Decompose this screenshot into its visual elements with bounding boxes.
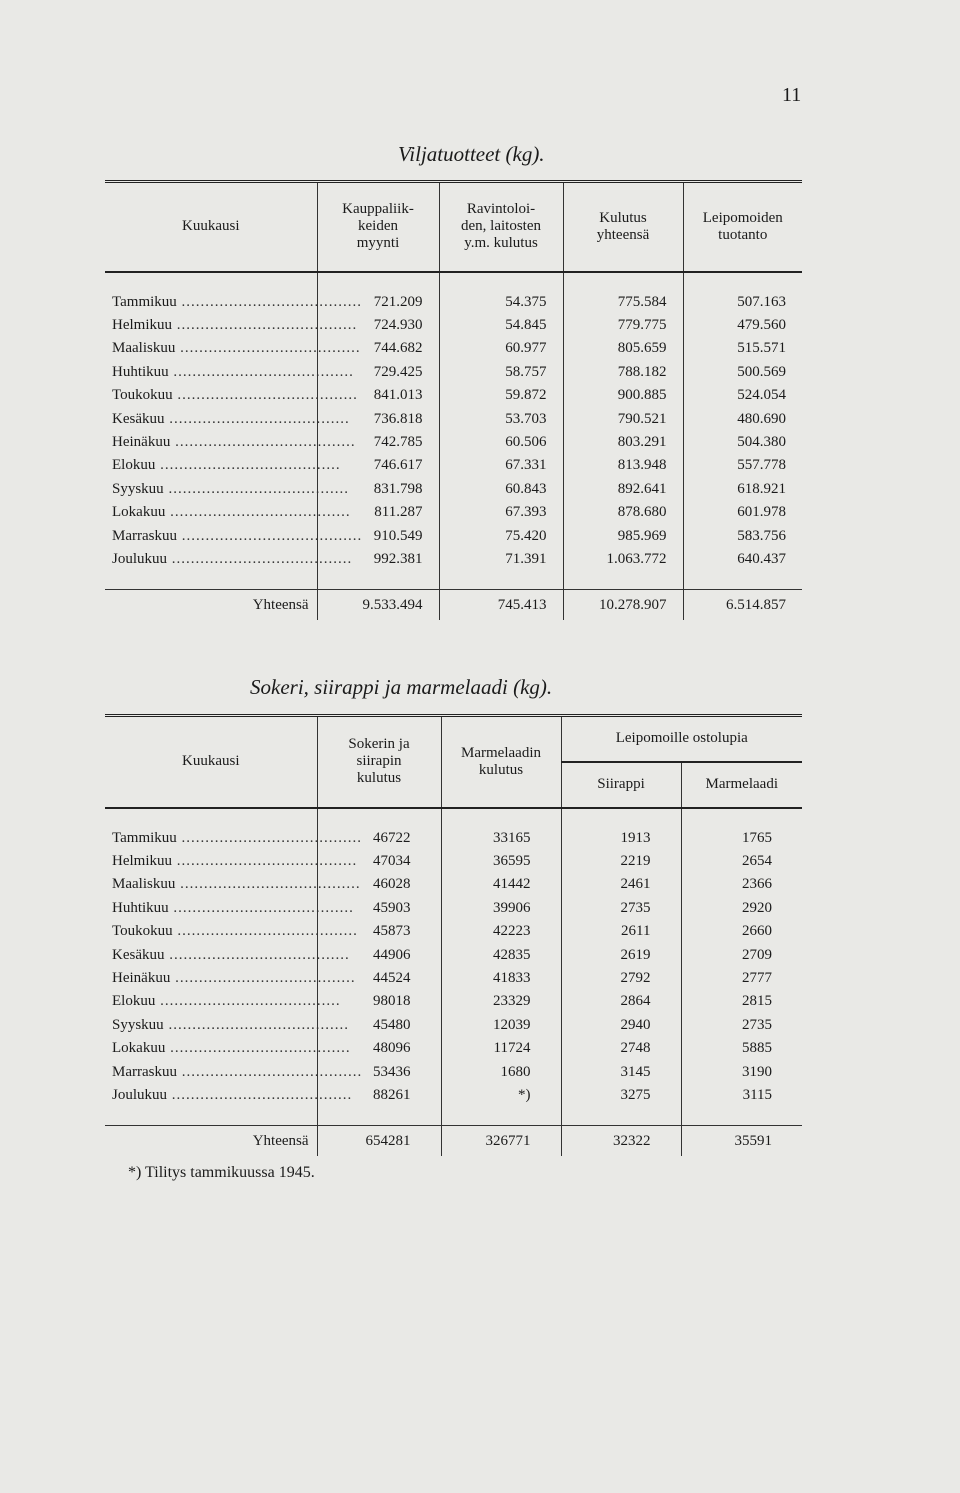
table-row (105, 407, 802, 430)
month-name: Heinäkuu (112, 970, 171, 987)
sugar-syrup-cell: 46722 (317, 827, 441, 850)
retail-sales-cell: 744.682 (317, 337, 439, 360)
marmalade-permit-cell: 3190 (681, 1060, 802, 1083)
restaurant-consumption-cell: 54.375 (439, 291, 563, 314)
syrup-permit-cell: 3145 (561, 1060, 681, 1083)
bakery-production-cell: 601.978 (683, 501, 802, 524)
retail-sales-cell: 841.013 (317, 384, 439, 407)
month-name: Elokuu (112, 993, 156, 1010)
table-row (105, 897, 802, 920)
table-row (105, 943, 802, 966)
syrup-permit-cell: 2792 (561, 967, 681, 990)
marmalade-consumption-cell: 11724 (441, 1037, 561, 1060)
table-row (105, 501, 802, 524)
sugar-syrup-cell: 48096 (317, 1037, 441, 1060)
total-retail-sales-cell: 9.533.494 (317, 590, 439, 621)
month-name: Heinäkuu (112, 434, 171, 451)
month-cell (105, 967, 356, 990)
total-consumption-cell: 790.521 (563, 407, 683, 430)
month-name: Helmikuu (112, 853, 172, 870)
retail-sales-cell: 721.209 (317, 291, 439, 314)
sugar-syrup-cell: 98018 (317, 990, 441, 1013)
month-cell (105, 454, 341, 477)
leader-dots: ...................................... (172, 923, 358, 940)
table-row (105, 548, 802, 571)
month-name: Elokuu (112, 457, 156, 474)
header-marmalade: Marmelaadi (681, 762, 802, 808)
retail-sales-cell: 729.425 (317, 361, 439, 384)
bakery-production-cell: 583.756 (683, 524, 802, 547)
marmalade-permit-cell: 5885 (681, 1037, 802, 1060)
leader-dots: ...................................... (165, 1040, 351, 1057)
month-cell (105, 478, 349, 501)
month-name: Syyskuu (112, 1016, 164, 1033)
retail-sales-cell: 811.287 (317, 501, 439, 524)
leader-dots: ...................................... (175, 340, 361, 357)
month-name: Tammikuu (112, 829, 177, 846)
marmalade-consumption-cell: 23329 (441, 990, 561, 1013)
leader-dots: ...................................... (170, 434, 356, 451)
table-row (105, 920, 802, 943)
bakery-production-cell: 500.569 (683, 361, 802, 384)
month-name: Syyskuu (112, 480, 164, 497)
leader-dots: ...................................... (155, 457, 341, 474)
bakery-production-cell: 557.778 (683, 454, 802, 477)
restaurant-consumption-cell: 75.420 (439, 524, 563, 547)
month-cell (105, 501, 351, 524)
total-marmalade-consumption-cell: 326771 (441, 1126, 561, 1157)
sugar-syrup-cell: 45480 (317, 1014, 441, 1037)
sugar-syrup-cell: 45873 (317, 920, 441, 943)
header-sugar-syrup-consumption: Sokerin ja siirapin kulutus (317, 716, 441, 808)
retail-sales-cell: 831.798 (317, 478, 439, 501)
total-consumption-cell: 813.948 (563, 454, 683, 477)
sugar-syrup-cell: 46028 (317, 873, 441, 896)
retail-sales-cell: 736.818 (317, 407, 439, 430)
total-consumption-cell: 892.641 (563, 478, 683, 501)
month-name: Lokakuu (112, 504, 166, 521)
total-restaurant-consumption-cell: 745.413 (439, 590, 563, 621)
table-row (105, 990, 802, 1013)
leader-dots: ...................................... (175, 876, 361, 893)
bakery-production-cell: 507.163 (683, 291, 802, 314)
header-restaurant-consumption: Ravintoloi- den, laitosten y.m. kulutus (439, 182, 563, 272)
table-row (105, 361, 802, 384)
header-bakery-permits: Leipomoille ostolupia (561, 716, 802, 762)
month-cell (105, 1014, 349, 1037)
restaurant-consumption-cell: 67.331 (439, 454, 563, 477)
marmalade-consumption-cell: 33165 (441, 827, 561, 850)
total-total-consumption-cell: 10.278.907 (563, 590, 683, 621)
bakery-production-cell: 515.571 (683, 337, 802, 360)
syrup-permit-cell: 2611 (561, 920, 681, 943)
header-bakery-production: Leipomoiden tuotanto (683, 182, 802, 272)
leader-dots: ...................................... (172, 853, 358, 870)
marmalade-consumption-cell: 12039 (441, 1014, 561, 1037)
restaurant-consumption-cell: 53.703 (439, 407, 563, 430)
month-cell (105, 431, 356, 454)
month-cell (105, 1037, 351, 1060)
marmalade-consumption-cell: 39906 (441, 897, 561, 920)
bakery-production-cell: 524.054 (683, 384, 802, 407)
total-consumption-cell: 775.584 (563, 291, 683, 314)
leader-dots: ...................................... (167, 550, 353, 567)
month-cell (105, 827, 363, 850)
month-cell (105, 990, 341, 1013)
total-consumption-cell: 803.291 (563, 431, 683, 454)
month-name: Joulukuu (112, 1086, 168, 1103)
marmalade-permit-cell: 2735 (681, 1014, 802, 1037)
month-name: Kesäkuu (112, 410, 165, 427)
restaurant-consumption-cell: 59.872 (439, 384, 563, 407)
total-sugar-syrup-cell: 654281 (317, 1126, 441, 1157)
retail-sales-cell: 910.549 (317, 524, 439, 547)
month-name: Marraskuu (112, 527, 177, 544)
restaurant-consumption-cell: 54.845 (439, 314, 563, 337)
total-consumption-cell: 878.680 (563, 501, 683, 524)
marmalade-consumption-cell: 42223 (441, 920, 561, 943)
syrup-permit-cell: 2864 (561, 990, 681, 1013)
table-row (105, 1060, 802, 1083)
header-month: Kuukausi (105, 182, 317, 272)
sugar-syrup-cell: 88261 (317, 1084, 441, 1107)
bakery-production-cell: 640.437 (683, 548, 802, 571)
bakery-production-cell: 479.560 (683, 314, 802, 337)
marmalade-consumption-cell: *) (441, 1084, 561, 1107)
month-name: Helmikuu (112, 317, 172, 334)
leader-dots: ...................................... (168, 363, 354, 380)
marmalade-permit-cell: 2709 (681, 943, 802, 966)
marmalade-permit-cell: 3115 (681, 1084, 802, 1107)
total-syrup-permit-cell: 32322 (561, 1126, 681, 1157)
marmalade-permit-cell: 2654 (681, 850, 802, 873)
table-row (105, 524, 802, 547)
total-consumption-cell: 900.885 (563, 384, 683, 407)
total-consumption-cell: 788.182 (563, 361, 683, 384)
total-row (105, 590, 802, 621)
month-cell (105, 850, 358, 873)
marmalade-permit-cell: 2920 (681, 897, 802, 920)
month-name: Tammikuu (112, 293, 177, 310)
restaurant-consumption-cell: 67.393 (439, 501, 563, 524)
syrup-permit-cell: 3275 (561, 1084, 681, 1107)
month-name: Maaliskuu (112, 876, 176, 893)
bakery-production-cell: 480.690 (683, 407, 802, 430)
leader-dots: ...................................... (167, 1086, 353, 1103)
month-name: Joulukuu (112, 550, 168, 567)
header-syrup: Siirappi (561, 762, 681, 808)
retail-sales-cell: 746.617 (317, 454, 439, 477)
leader-dots: ...................................... (176, 293, 363, 310)
month-cell (105, 548, 353, 571)
month-cell (105, 920, 358, 943)
marmalade-permit-cell: 2815 (681, 990, 802, 1013)
leader-dots: ...................................... (168, 899, 354, 916)
table-row (105, 1014, 802, 1037)
table-row (105, 337, 802, 360)
month-name: Huhtikuu (112, 899, 169, 916)
retail-sales-cell: 742.785 (317, 431, 439, 454)
marmalade-consumption-cell: 41833 (441, 967, 561, 990)
month-cell (105, 291, 363, 314)
table-row (105, 1037, 802, 1060)
month-cell (105, 314, 358, 337)
table2-title: Sokeri, siirappi ja marmelaadi (kg). (250, 675, 553, 699)
syrup-permit-cell: 2219 (561, 850, 681, 873)
syrup-permit-cell: 2748 (561, 1037, 681, 1060)
syrup-permit-cell: 1913 (561, 827, 681, 850)
leader-dots: ...................................... (176, 527, 363, 544)
page-number: 11 (782, 84, 802, 106)
month-cell (105, 407, 350, 430)
leader-dots: ...................................... (172, 387, 358, 404)
leader-dots: ...................................... (170, 970, 356, 987)
table1-title: Viljatuotteet (kg). (398, 142, 545, 166)
sugar-syrup-cell: 53436 (317, 1060, 441, 1083)
leader-dots: ...................................... (163, 1016, 349, 1033)
retail-sales-cell: 992.381 (317, 548, 439, 571)
leader-dots: ...................................... (155, 993, 341, 1010)
marmalade-permit-cell: 1765 (681, 827, 802, 850)
month-name: Lokakuu (112, 1040, 166, 1057)
marmalade-consumption-cell: 41442 (441, 873, 561, 896)
leader-dots: ...................................... (164, 410, 350, 427)
month-name: Marraskuu (112, 1063, 177, 1080)
marmalade-permit-cell: 2777 (681, 967, 802, 990)
sugar-syrup-marmalade-table (105, 714, 802, 1156)
month-cell (105, 897, 354, 920)
marmalade-consumption-cell: 42835 (441, 943, 561, 966)
total-consumption-cell: 779.775 (563, 314, 683, 337)
total-consumption-cell: 805.659 (563, 337, 683, 360)
leader-dots: ...................................... (164, 946, 350, 963)
restaurant-consumption-cell: 71.391 (439, 548, 563, 571)
month-cell (105, 1084, 353, 1107)
header-marmalade-consumption: Marmelaadin kulutus (441, 716, 561, 808)
leader-dots: ...................................... (176, 1063, 363, 1080)
total-consumption-cell: 985.969 (563, 524, 683, 547)
sugar-syrup-cell: 44524 (317, 967, 441, 990)
month-name: Maaliskuu (112, 340, 176, 357)
header-total-consumption: Kulutus yhteensä (563, 182, 683, 272)
grain-products-table (105, 180, 802, 620)
total-marmalade-permit-cell: 35591 (681, 1126, 802, 1157)
sugar-syrup-cell: 47034 (317, 850, 441, 873)
month-cell (105, 384, 358, 407)
header-month: Kuukausi (105, 716, 317, 808)
month-cell (105, 873, 361, 896)
leader-dots: ...................................... (163, 480, 349, 497)
table-row (105, 431, 802, 454)
sugar-syrup-cell: 44906 (317, 943, 441, 966)
table-row (105, 478, 802, 501)
footnote: *) Tilitys tammikuussa 1945. (128, 1164, 315, 1181)
month-name: Toukokuu (112, 387, 173, 404)
month-name: Kesäkuu (112, 946, 165, 963)
syrup-permit-cell: 2735 (561, 897, 681, 920)
total-bakery-production-cell: 6.514.857 (683, 590, 802, 621)
table-row (105, 291, 802, 314)
marmalade-permit-cell: 2366 (681, 873, 802, 896)
syrup-permit-cell: 2619 (561, 943, 681, 966)
syrup-permit-cell: 2940 (561, 1014, 681, 1037)
total-label: Yhteensä (105, 1126, 317, 1157)
marmalade-permit-cell: 2660 (681, 920, 802, 943)
table-row (105, 454, 802, 477)
table-row (105, 850, 802, 873)
restaurant-consumption-cell: 60.843 (439, 478, 563, 501)
table-row (105, 873, 802, 896)
syrup-permit-cell: 2461 (561, 873, 681, 896)
marmalade-consumption-cell: 1680 (441, 1060, 561, 1083)
total-row (105, 1126, 802, 1157)
marmalade-consumption-cell: 36595 (441, 850, 561, 873)
table-row (105, 827, 802, 850)
month-name: Toukokuu (112, 923, 173, 940)
restaurant-consumption-cell: 58.757 (439, 361, 563, 384)
restaurant-consumption-cell: 60.977 (439, 337, 563, 360)
month-cell (105, 943, 350, 966)
month-cell (105, 524, 363, 547)
total-label: Yhteensä (105, 590, 317, 621)
total-consumption-cell: 1.063.772 (563, 548, 683, 571)
bakery-production-cell: 618.921 (683, 478, 802, 501)
restaurant-consumption-cell: 60.506 (439, 431, 563, 454)
retail-sales-cell: 724.930 (317, 314, 439, 337)
leader-dots: ...................................... (176, 829, 363, 846)
table-row (105, 314, 802, 337)
month-name: Huhtikuu (112, 363, 169, 380)
leader-dots: ...................................... (165, 504, 351, 521)
table-row (105, 384, 802, 407)
header-retail-sales: Kauppaliik- keiden myynti (317, 182, 439, 272)
month-cell (105, 361, 354, 384)
month-cell (105, 1060, 363, 1083)
table-row (105, 967, 802, 990)
month-cell (105, 337, 361, 360)
sugar-syrup-cell: 45903 (317, 897, 441, 920)
table-row (105, 1084, 802, 1107)
leader-dots: ...................................... (172, 317, 358, 334)
bakery-production-cell: 504.380 (683, 431, 802, 454)
